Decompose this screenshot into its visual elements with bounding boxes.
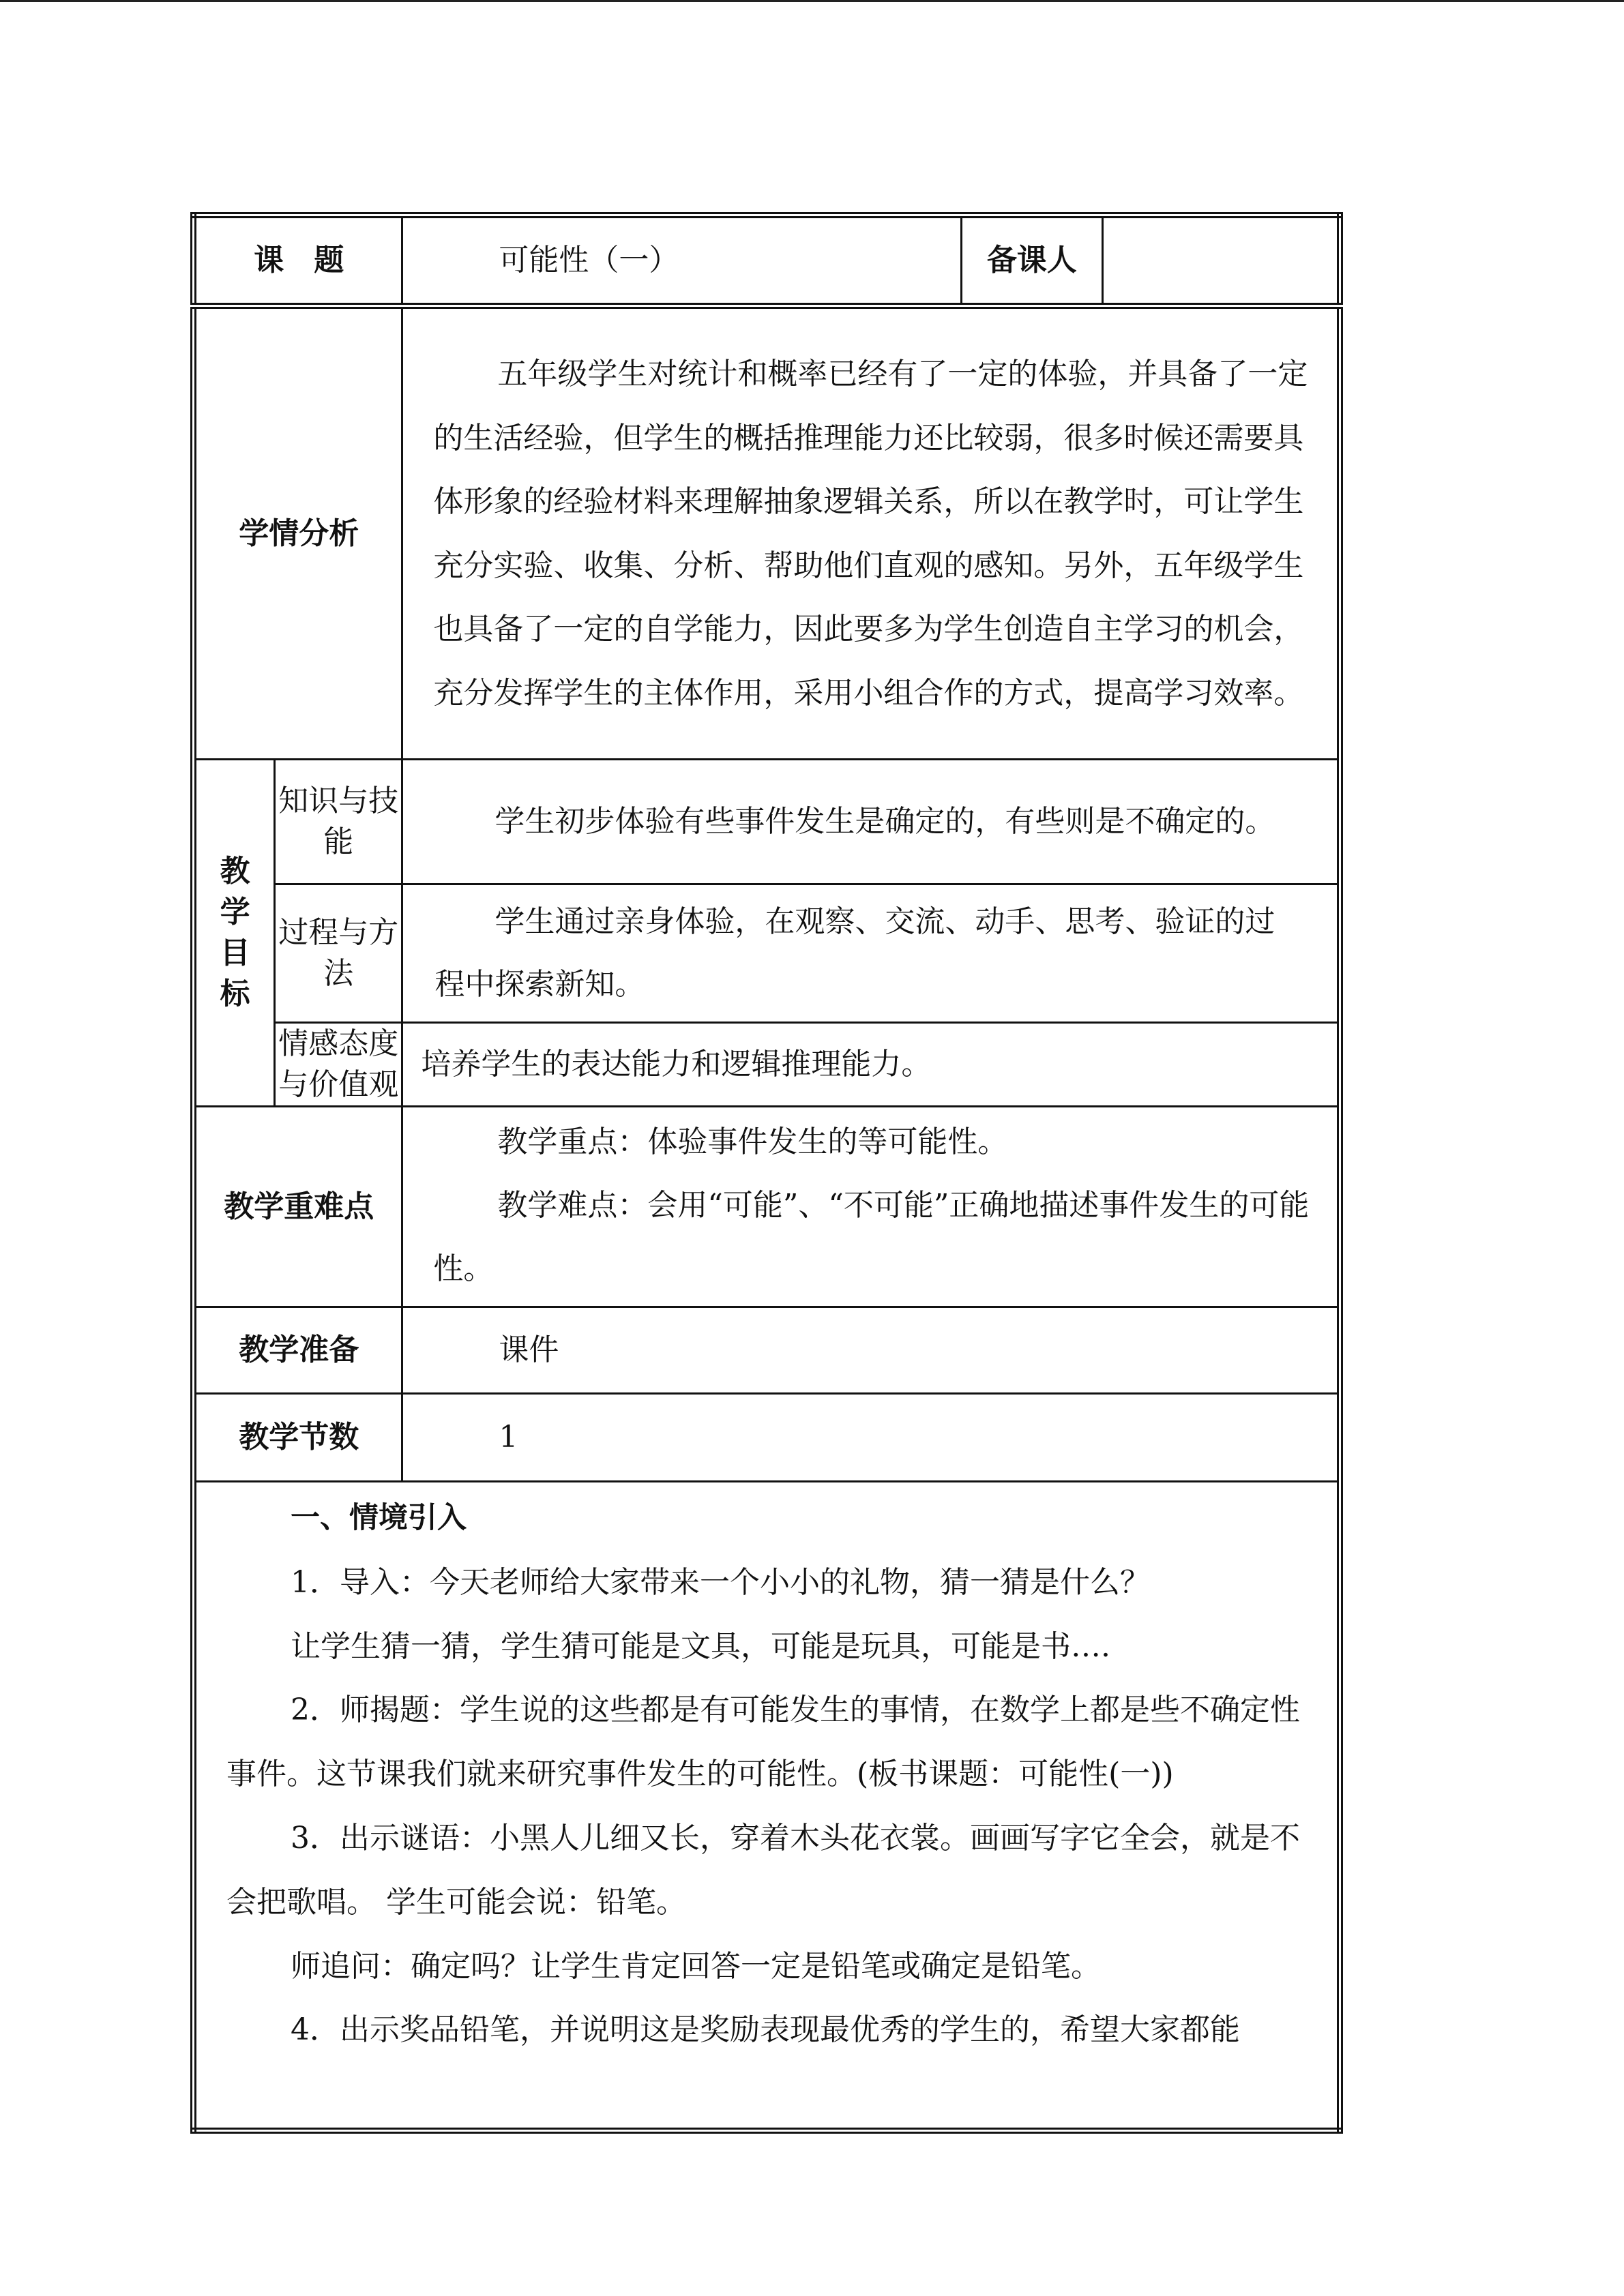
- sessions-value: 1: [402, 1394, 1340, 1482]
- goal-attitude-label: 情感态度与价值观: [275, 1023, 402, 1107]
- analysis-text: 五年级学生对统计和概率已经有了一定的体验，并具备了一定的生活经验，但学生的概括推理能力还比较弱，很多时候还需要具体形象的经验材料来理解抽象逻辑关系，所以在教学时，可让学生充分实验、收集、分析、帮助他们直观的感知。另外，五年级学生也具备了一定的自学能力，因此要多为学生创造自主学习的机会，充分发挥学生的主体作用，采用小组合作的方式，提高学习效率。: [402, 306, 1340, 760]
- goal-row-attitude: [194, 1023, 1340, 1107]
- process-paragraph: 4．出示奖品铅笔，并说明这是奖励表现最优秀的学生的，希望大家都能: [291, 2012, 1240, 2048]
- topic-value: 可能性（一）: [402, 215, 961, 306]
- preparation-row: [194, 1307, 1340, 1394]
- goal-attitude-text: 培养学生的表达能力和逻辑推理能力。: [402, 1023, 1340, 1107]
- preparer-label: 备课人: [961, 215, 1102, 306]
- analysis-row: [194, 306, 1340, 760]
- goal-knowledge-text: 学生初步体验有些事件发生是确定的，有些则是不确定的。: [402, 760, 1340, 884]
- process-paragraph: 师追问：确定吗？让学生肯定回答一定是铅笔或确定是铅笔。: [291, 1948, 1101, 1984]
- page-top-border: [0, 0, 1624, 2]
- keypoint-difficulty: 教学难点：会用“可能”、“不可能”正确地描述事件发生的可能性。: [433, 1188, 1310, 1286]
- process-paragraph: 3．出示谜语：小黑人儿细又长，穿着木头花衣裳。画画写字它全会，就是不会把歌唱。 学生可能会说：铅笔。: [226, 1820, 1300, 1920]
- keypoints-text: [402, 1107, 1340, 1307]
- preparation-label: 教学准备: [194, 1307, 402, 1394]
- process-paragraph: 1．导入：今天老师给大家带来一个小小的礼物，猜一猜是什么？: [291, 1564, 1150, 1600]
- goal-process-text: 学生通过亲身体验，在观察、交流、动手、思考、验证的过程中探索新知。: [402, 884, 1340, 1023]
- header-row: [194, 215, 1340, 306]
- process-paragraph: 让学生猜一猜，学生猜可能是文具，可能是玩具，可能是书….: [291, 1628, 1110, 1664]
- sessions-label: 教学节数: [194, 1394, 402, 1482]
- process-paragraph: 2．师揭题：学生说的这些都是有可能发生的事情，在数学上都是些不确定性事件。这节课我们就来研究事件发生的可能性。(板书课题：可能性(一)): [226, 1693, 1300, 1792]
- goal-process-label: 过程与方法: [275, 884, 402, 1023]
- keypoints-label: 教学重难点: [194, 1107, 402, 1307]
- keypoint-focus: 教学重点：体验事件发生的等可能性。: [497, 1124, 1008, 1159]
- keypoints-row: [194, 1107, 1340, 1307]
- process-section-title: 一、情境引入: [291, 1501, 467, 1535]
- analysis-label: 学情分析: [194, 306, 402, 760]
- topic-label: 课 题: [194, 215, 402, 306]
- preparer-value: [1103, 215, 1340, 306]
- sessions-row: [194, 1394, 1340, 1482]
- goals-label-text: 教学目标: [220, 854, 250, 1011]
- process-row: [194, 1482, 1340, 2131]
- goal-row-knowledge: [194, 760, 1340, 884]
- lesson-plan-table: [190, 212, 1343, 2134]
- goal-row-process: [194, 884, 1340, 1023]
- goal-knowledge-label: 知识与技能: [275, 760, 402, 884]
- preparation-value: 课件: [402, 1307, 1340, 1394]
- teaching-process: [194, 1482, 1340, 2131]
- goals-label: [194, 760, 275, 1107]
